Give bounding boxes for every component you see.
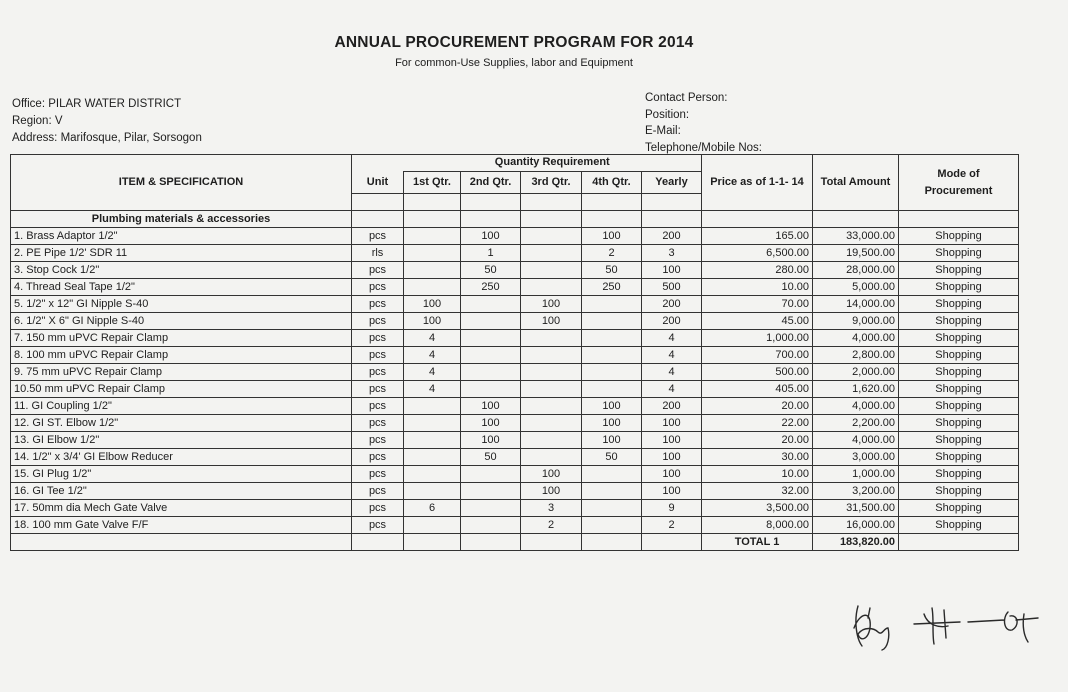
office-info (12, 96, 202, 147)
table-row (11, 398, 1019, 415)
unit-cell: pcs (352, 398, 404, 415)
q4-cell (582, 483, 642, 500)
section-row (11, 211, 1019, 228)
col-q4-header: 4th Qtr. (582, 171, 642, 194)
item-cell: 6. 1/2" X 6" GI Nipple S-40 (11, 313, 352, 330)
q3-cell (521, 398, 582, 415)
total-value: 183,820.00 (813, 534, 899, 551)
unit-cell: pcs (352, 364, 404, 381)
col-q1-header: 1st Qtr. (404, 171, 461, 194)
item-cell: 9. 75 mm uPVC Repair Clamp (11, 364, 352, 381)
q4-cell (582, 466, 642, 483)
yearly-cell: 2 (642, 517, 702, 534)
q1-cell: 100 (404, 296, 461, 313)
table-row (11, 364, 1019, 381)
q3-cell (521, 415, 582, 432)
signature-2-icon (914, 608, 960, 644)
q2-cell: 100 (461, 398, 521, 415)
unit-cell: pcs (352, 415, 404, 432)
q1-cell (404, 483, 461, 500)
mode-cell: Shopping (899, 466, 1019, 483)
total-cell: 2,800.00 (813, 347, 899, 364)
mode-cell: Shopping (899, 279, 1019, 296)
q4-cell: 50 (582, 449, 642, 466)
mode-cell: Shopping (899, 262, 1019, 279)
unit-cell: pcs (352, 296, 404, 313)
unit-cell: pcs (352, 262, 404, 279)
table-row (11, 262, 1019, 279)
yearly-cell: 100 (642, 262, 702, 279)
q1-cell (404, 432, 461, 449)
total-cell: 1,000.00 (813, 466, 899, 483)
office-address: Address: Marifosque, Pilar, Sorsogon (12, 132, 202, 144)
table-row (11, 330, 1019, 347)
price-cell: 8,000.00 (702, 517, 813, 534)
q3-cell (521, 364, 582, 381)
mode-cell: Shopping (899, 330, 1019, 347)
price-cell: 3,500.00 (702, 500, 813, 517)
q2-cell (461, 381, 521, 398)
price-cell: 45.00 (702, 313, 813, 330)
table-row (11, 313, 1019, 330)
q1-cell (404, 449, 461, 466)
item-cell: 13. GI Elbow 1/2" (11, 432, 352, 449)
procurement-table (10, 154, 1019, 551)
item-cell: 8. 100 mm uPVC Repair Clamp (11, 347, 352, 364)
yearly-cell: 100 (642, 415, 702, 432)
yearly-cell: 200 (642, 313, 702, 330)
q3-cell: 100 (521, 466, 582, 483)
mode-cell: Shopping (899, 449, 1019, 466)
unit-cell: pcs (352, 466, 404, 483)
item-cell: 15. GI Plug 1/2" (11, 466, 352, 483)
price-cell: 405.00 (702, 381, 813, 398)
table-row (11, 296, 1019, 313)
price-cell: 700.00 (702, 347, 813, 364)
contact-person-label: Contact Person: (645, 92, 728, 104)
q1-cell: 4 (404, 347, 461, 364)
q2-cell (461, 364, 521, 381)
mode-cell: Shopping (899, 517, 1019, 534)
mode-cell: Shopping (899, 313, 1019, 330)
q4-cell: 100 (582, 228, 642, 245)
yearly-cell: 100 (642, 466, 702, 483)
total-cell: 9,000.00 (813, 313, 899, 330)
price-cell: 500.00 (702, 364, 813, 381)
contact-info (645, 90, 762, 156)
item-cell: 1. Brass Adaptor 1/2" (11, 228, 352, 245)
total-cell: 2,200.00 (813, 415, 899, 432)
total-cell: 28,000.00 (813, 262, 899, 279)
yearly-cell: 100 (642, 432, 702, 449)
yearly-cell: 200 (642, 398, 702, 415)
q3-cell (521, 381, 582, 398)
col-yearly-header: Yearly (642, 171, 702, 194)
mode-cell: Shopping (899, 347, 1019, 364)
total-cell: 31,500.00 (813, 500, 899, 517)
total-cell: 2,000.00 (813, 364, 899, 381)
yearly-cell: 9 (642, 500, 702, 517)
q1-cell (404, 398, 461, 415)
price-cell: 10.00 (702, 279, 813, 296)
q3-cell: 100 (521, 313, 582, 330)
office-region: Region: V (12, 115, 63, 127)
yearly-cell: 4 (642, 330, 702, 347)
q4-cell: 100 (582, 398, 642, 415)
col-unit-header: Unit (352, 171, 404, 194)
q2-cell: 250 (461, 279, 521, 296)
total-row (11, 534, 1019, 551)
table-row (11, 228, 1019, 245)
price-cell: 1,000.00 (702, 330, 813, 347)
price-cell: 280.00 (702, 262, 813, 279)
q2-cell (461, 466, 521, 483)
q1-cell (404, 517, 461, 534)
q3-cell (521, 262, 582, 279)
office-name: Office: PILAR WATER DISTRICT (12, 98, 182, 110)
q1-cell: 4 (404, 364, 461, 381)
total-label: TOTAL 1 (702, 534, 813, 551)
table-row (11, 500, 1019, 517)
q4-cell (582, 517, 642, 534)
q1-cell (404, 466, 461, 483)
item-cell: 2. PE Pipe 1/2' SDR 11 (11, 245, 352, 262)
price-cell: 20.00 (702, 432, 813, 449)
total-cell: 3,200.00 (813, 483, 899, 500)
q2-cell: 50 (461, 449, 521, 466)
price-cell: 70.00 (702, 296, 813, 313)
q2-cell: 50 (461, 262, 521, 279)
q2-cell (461, 296, 521, 313)
q3-cell (521, 330, 582, 347)
total-cell: 3,000.00 (813, 449, 899, 466)
signature-3-icon (968, 612, 1038, 642)
col-qty-group-header: Quantity Requirement (404, 155, 702, 172)
item-cell: 18. 100 mm Gate Valve F/F (11, 517, 352, 534)
q1-cell (404, 262, 461, 279)
q3-cell: 2 (521, 517, 582, 534)
unit-cell: pcs (352, 347, 404, 364)
col-price-header: Price as of 1-1- 14 (702, 155, 813, 211)
col-q2-header: 2nd Qtr. (461, 171, 521, 194)
q2-cell (461, 330, 521, 347)
unit-cell: pcs (352, 330, 404, 347)
mode-cell: Shopping (899, 483, 1019, 500)
telephone-label: Telephone/Mobile Nos: (645, 141, 762, 154)
col-item-header: ITEM & SPECIFICATION (11, 155, 352, 211)
yearly-cell: 200 (642, 296, 702, 313)
total-cell: 4,000.00 (813, 432, 899, 449)
yearly-cell: 3 (642, 245, 702, 262)
yearly-cell: 100 (642, 449, 702, 466)
q3-cell (521, 432, 582, 449)
unit-cell: pcs (352, 279, 404, 296)
q2-cell: 100 (461, 415, 521, 432)
total-cell: 33,000.00 (813, 228, 899, 245)
unit-cell: pcs (352, 313, 404, 330)
signature-1-icon (854, 606, 889, 650)
document-subtitle: For common-Use Supplies, labor and Equipment (395, 57, 633, 69)
total-cell: 16,000.00 (813, 517, 899, 534)
q1-cell: 4 (404, 381, 461, 398)
item-cell: 10.50 mm uPVC Repair Clamp (11, 381, 352, 398)
q2-cell: 100 (461, 228, 521, 245)
item-cell: 14. 1/2" x 3/4' GI Elbow Reducer (11, 449, 352, 466)
yearly-cell: 200 (642, 228, 702, 245)
email-label: E-Mail: (645, 125, 681, 137)
unit-cell: pcs (352, 228, 404, 245)
q4-cell: 100 (582, 415, 642, 432)
position-label: Position: (645, 108, 690, 121)
item-cell: 5. 1/2" x 12" GI Nipple S-40 (11, 296, 352, 313)
document-title: ANNUAL PROCUREMENT PROGRAM FOR 2014 (334, 34, 694, 51)
item-cell: 3. Stop Cock 1/2" (11, 262, 352, 279)
total-cell: 1,620.00 (813, 381, 899, 398)
mode-cell: Shopping (899, 245, 1019, 262)
q3-cell: 100 (521, 296, 582, 313)
q2-cell (461, 347, 521, 364)
table-row (11, 449, 1019, 466)
table-body (11, 211, 1019, 534)
q1-cell (404, 228, 461, 245)
unit-cell: rls (352, 245, 404, 262)
price-cell: 10.00 (702, 466, 813, 483)
table-header (11, 155, 1019, 211)
price-cell: 30.00 (702, 449, 813, 466)
total-cell: 5,000.00 (813, 279, 899, 296)
total-cell: 4,000.00 (813, 330, 899, 347)
q1-cell: 6 (404, 500, 461, 517)
col-total-header: Total Amount (813, 155, 899, 211)
table-row (11, 415, 1019, 432)
q4-cell: 250 (582, 279, 642, 296)
price-cell: 22.00 (702, 415, 813, 432)
total-cell: 19,500.00 (813, 245, 899, 262)
item-cell: 7. 150 mm uPVC Repair Clamp (11, 330, 352, 347)
signatures (848, 598, 1043, 658)
mode-cell: Shopping (899, 415, 1019, 432)
mode-cell: Shopping (899, 228, 1019, 245)
q2-cell: 1 (461, 245, 521, 262)
yearly-cell: 4 (642, 347, 702, 364)
q3-cell (521, 228, 582, 245)
q4-cell (582, 296, 642, 313)
yearly-cell: 500 (642, 279, 702, 296)
yearly-cell: 100 (642, 483, 702, 500)
price-cell: 32.00 (702, 483, 813, 500)
q2-cell (461, 517, 521, 534)
table-row (11, 483, 1019, 500)
unit-cell: pcs (352, 500, 404, 517)
total-cell: 4,000.00 (813, 398, 899, 415)
q2-cell (461, 313, 521, 330)
table-row (11, 432, 1019, 449)
q2-cell: 100 (461, 432, 521, 449)
item-cell: 12. GI ST. Elbow 1/2" (11, 415, 352, 432)
table-row (11, 381, 1019, 398)
q1-cell (404, 279, 461, 296)
table-row (11, 347, 1019, 364)
q3-cell (521, 347, 582, 364)
q4-cell: 50 (582, 262, 642, 279)
q3-cell (521, 245, 582, 262)
mode-cell: Shopping (899, 432, 1019, 449)
q3-cell (521, 449, 582, 466)
unit-cell: pcs (352, 483, 404, 500)
q4-cell (582, 364, 642, 381)
table-row (11, 245, 1019, 262)
price-cell: 20.00 (702, 398, 813, 415)
price-cell: 165.00 (702, 228, 813, 245)
q4-cell (582, 347, 642, 364)
q1-cell: 4 (404, 330, 461, 347)
table-row (11, 466, 1019, 483)
col-q3-header: 3rd Qtr. (521, 171, 582, 194)
q4-cell (582, 313, 642, 330)
q4-cell: 100 (582, 432, 642, 449)
item-cell: 17. 50mm dia Mech Gate Valve (11, 500, 352, 517)
mode-cell: Shopping (899, 381, 1019, 398)
table-row (11, 279, 1019, 296)
mode-cell: Shopping (899, 398, 1019, 415)
table-row (11, 517, 1019, 534)
q2-cell (461, 500, 521, 517)
q4-cell (582, 330, 642, 347)
q4-cell (582, 500, 642, 517)
q2-cell (461, 483, 521, 500)
mode-cell: Shopping (899, 500, 1019, 517)
unit-cell: pcs (352, 432, 404, 449)
yearly-cell: 4 (642, 381, 702, 398)
mode-cell: Shopping (899, 364, 1019, 381)
q1-cell: 100 (404, 313, 461, 330)
section-label: Plumbing materials & accessories (11, 211, 352, 228)
q1-cell (404, 415, 461, 432)
q3-cell: 100 (521, 483, 582, 500)
q3-cell: 3 (521, 500, 582, 517)
col-mode-header: Mode of Procurement (899, 155, 1019, 211)
price-cell: 6,500.00 (702, 245, 813, 262)
unit-cell: pcs (352, 449, 404, 466)
yearly-cell: 4 (642, 364, 702, 381)
item-cell: 11. GI Coupling 1/2" (11, 398, 352, 415)
unit-cell: pcs (352, 517, 404, 534)
q4-cell: 2 (582, 245, 642, 262)
mode-cell: Shopping (899, 296, 1019, 313)
unit-cell: pcs (352, 381, 404, 398)
q3-cell (521, 279, 582, 296)
total-cell: 14,000.00 (813, 296, 899, 313)
item-cell: 4. Thread Seal Tape 1/2" (11, 279, 352, 296)
q4-cell (582, 381, 642, 398)
q1-cell (404, 245, 461, 262)
item-cell: 16. GI Tee 1/2" (11, 483, 352, 500)
